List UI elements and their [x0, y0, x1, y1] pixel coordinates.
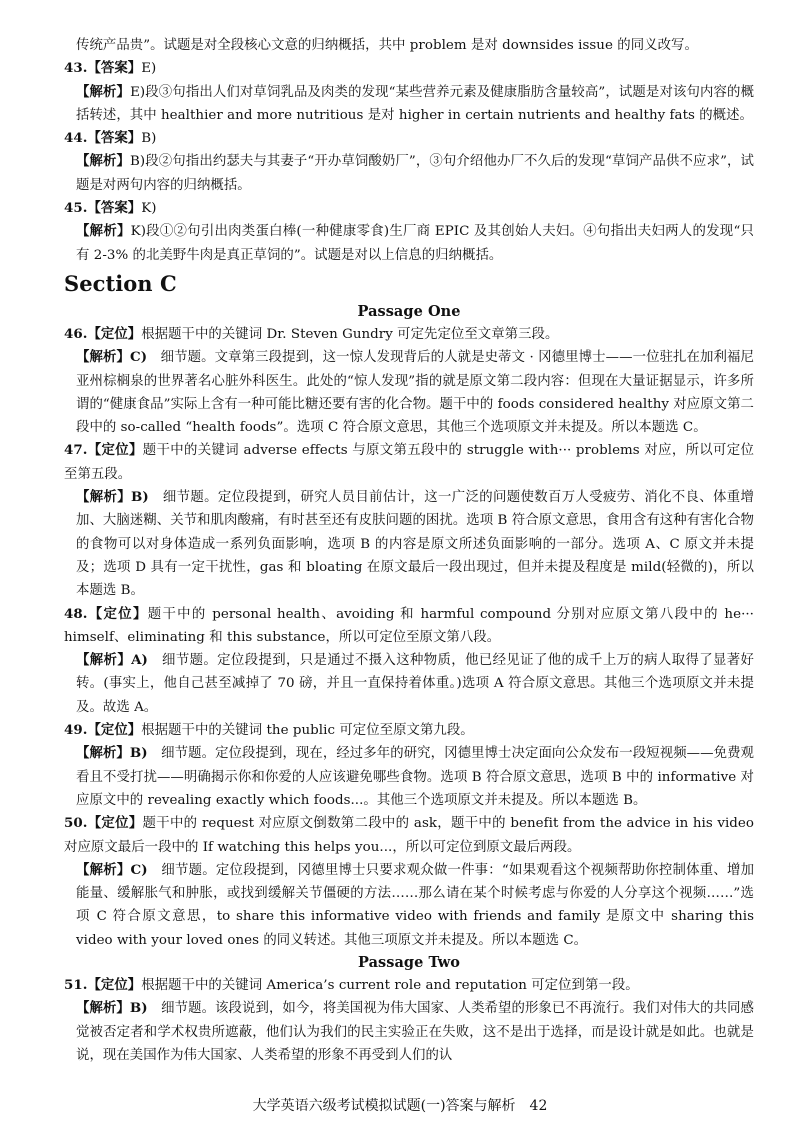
- item-label-line: [64, 719, 754, 742]
- item-label-line: [64, 323, 754, 346]
- bold-label: 47.【定位】: [64, 442, 143, 459]
- bold-label: 45.【答案】: [64, 200, 142, 217]
- explanation-paragraph: [64, 649, 754, 719]
- item-label-line: [64, 197, 754, 220]
- text-run: E): [141, 61, 157, 77]
- bold-label: 【解析】: [76, 153, 131, 170]
- item-label-line: [64, 974, 754, 997]
- item-label-line: [64, 127, 754, 150]
- explanation-paragraph: [64, 742, 754, 812]
- explanation-paragraph: [64, 150, 754, 197]
- bold-label: 44.【答案】: [64, 130, 142, 147]
- text-run: K): [141, 201, 157, 217]
- item-label-line: [64, 57, 754, 80]
- bold-label: 46.【定位】: [64, 325, 142, 342]
- bold-label: 【解析】B): [76, 745, 148, 762]
- explanation-paragraph: [64, 859, 754, 952]
- passage-heading: Passage One: [357, 302, 461, 320]
- explanation-paragraph: [64, 81, 754, 128]
- item-label-line: [64, 812, 754, 859]
- section-heading: Section C: [64, 270, 177, 296]
- explanation-paragraph: [64, 997, 754, 1067]
- explanation-paragraph: [64, 486, 754, 602]
- item-label-line: [64, 603, 754, 650]
- passage-heading: Passage Two: [358, 953, 460, 971]
- explanation-paragraph: [64, 346, 754, 439]
- text-run: 细节题。该段说到，如今，将美国视为伟大国家、人类希望的形象已不再流行。我们对伟大的共同感觉被否定者和学术权贵所遮蔽，他们认为我们的民主实验正在失败，这不是出于选择，而是设计就是如此。也就是说，现在美国作为伟大国家、人类希望的形象不再受到人们的认: [76, 1001, 754, 1063]
- bold-label: 【解析】: [76, 223, 131, 240]
- text-run: 细节题。定位段提到，研究人员目前估计，这一广泛的问题使数百万人受疲劳、消化不良、体重增加、大脑迷糊、关节和肌肉酸痛，有时甚至还有皮肤问题的困扰。选项 B 符合原文意思，食用含有这种有害化合物的食物可以对身体造成一系列负面影响，选项 B 的内容是原文所述负面影响的一部分。选项 A、C 原文并未提及；选项 D 具有一定干扰性，gas 和 bloating 在原文最后一段出现过，但并未提及程度是 mild(轻微的)，所以本题选 B。: [76, 490, 754, 599]
- text-run: B): [141, 131, 157, 147]
- bold-label: 【解析】C): [76, 861, 148, 878]
- text-run: 题干中的关键词 adverse effects 与原文第五段中的 struggle with··· problems 对应，所以可定位至第五段。: [64, 443, 754, 482]
- bold-label: 51.【定位】: [64, 976, 142, 993]
- text-run: E)段③句指出人们对草饲乳品及肉类的发现“某些营养元素及健康脂肪含量较高”，试题是对该句内容的概括转述，其中 healthier and more nutritious 是对 higher in certain nutrients and healthy fats 的概述。: [76, 84, 755, 123]
- text-run: 细节题。定位段提到，只是通过不摄入这种物质，他已经见证了他的成千上万的病人取得了显著好转。(事实上，他自己甚至减掉了 70 磅，并且一直保持着体重。)选项 A 符合原文意思。其他三个选项原文并未提及。故选 A。: [76, 653, 755, 715]
- text-run: 细节题。文章第三段提到，这一惊人发现背后的人就是史蒂文 · 冈德里博士——一位驻扎在加利福尼亚州棕榈泉的世界著名心脏外科医生。此处的“惊人发现”指的就是原文第二段内容：但现在大量证据显示，许多所谓的“健康食品”实际上含有一种可能比糖还要有害的化合物。题干中的 foods considered healthy 对应原文第二段中的 so-called “health foods”。选项 C 符合原文意思，其他三个选项原文并未提及。所以本题选 C。: [76, 350, 754, 436]
- bold-label: 【解析】B): [76, 1000, 148, 1017]
- bold-label: 【解析】C): [76, 349, 148, 366]
- page-footer: 大学英语六级考试模拟试题(一)答案与解析 42: [252, 1098, 548, 1114]
- explanation-paragraph: 传统产品贵”。试题是对全段核心文意的归纳概括，共中 problem 是对 downsides issue 的同义改写。: [76, 38, 698, 53]
- text-run: 题干中的 request 对应原文倒数第二段中的 ask，题干中的 benefit from the advice in his video 对应原文最后一段中的 If watching this helps you...，所以可定位到原文最后两段。: [64, 816, 754, 855]
- text-run: 题干中的 personal health、avoiding 和 harmful compound 分别对应原文第八段中的 he··· himself、eliminating 和 this substance，所以可定位至原文第八段。: [64, 606, 754, 645]
- bold-label: 【解析】: [76, 83, 131, 100]
- text-run: 根据题干中的关键词 Dr. Steven Gundry 可定先定位至文章第三段。: [141, 326, 559, 342]
- text-run: 根据题干中的关键词 America’s current role and reputation 可定位到第一段。: [141, 977, 639, 993]
- text-run: 根据题干中的关键词 the public 可定位至原文第九段。: [141, 723, 474, 739]
- answer-explanation-body: [64, 34, 754, 1067]
- text-run: B)段②句指出约瑟夫与其妻子“开办草饲酸奶厂”，③句介绍他办厂不久后的发现“草饲产品供不应求”，试题是对两句内容的归纳概括。: [76, 154, 754, 193]
- bold-label: 【解析】B): [76, 489, 149, 506]
- item-label-line: [64, 439, 754, 486]
- text-run: 细节题。定位段提到，现在，经过多年的研究，冈德里博士决定面向公众发布一段短视频——免费观看且不受打扰——明确揭示你和你爱的人应该避免哪些食物。选项 B 符合原文意思，选项 B 中的 informative 对应原文中的 revealing exactly which foods...。其他三个选项原文并未提及。所以本题选 B。: [76, 746, 754, 808]
- bold-label: 50.【定位】: [64, 815, 143, 832]
- text-run: 细节题。定位段提到，冈德里博士只要求观众做一件事：“如果观看这个视频帮助你控制体重、增加能量、缓解胀气和肿胀，或找到缓解关节僵硬的方法……那么请在某个时候考虑与你爱的人分享这个视频……”选项 C 符合原文意思，to share this informative video with friends and family 是原文中 sharing this video with your loved ones 的同义转述。其他三项原文并未提及。所以本题选 C。: [76, 862, 755, 948]
- text-run: K)段①②句引出肉类蛋白棒(一种健康零食)生厂商 EPIC 及其创始人夫妇。④句指出夫妇两人的发现“只有 2-3% 的北美野牛肉是真正草饲的”。试题是对以上信息的归纳概括。: [76, 224, 754, 263]
- bold-label: 43.【答案】: [64, 60, 142, 77]
- bold-label: 【解析】A): [76, 652, 148, 669]
- bold-label: 49.【定位】: [64, 722, 142, 739]
- bold-label: 48.【定位】: [64, 605, 148, 622]
- explanation-paragraph: [64, 220, 754, 267]
